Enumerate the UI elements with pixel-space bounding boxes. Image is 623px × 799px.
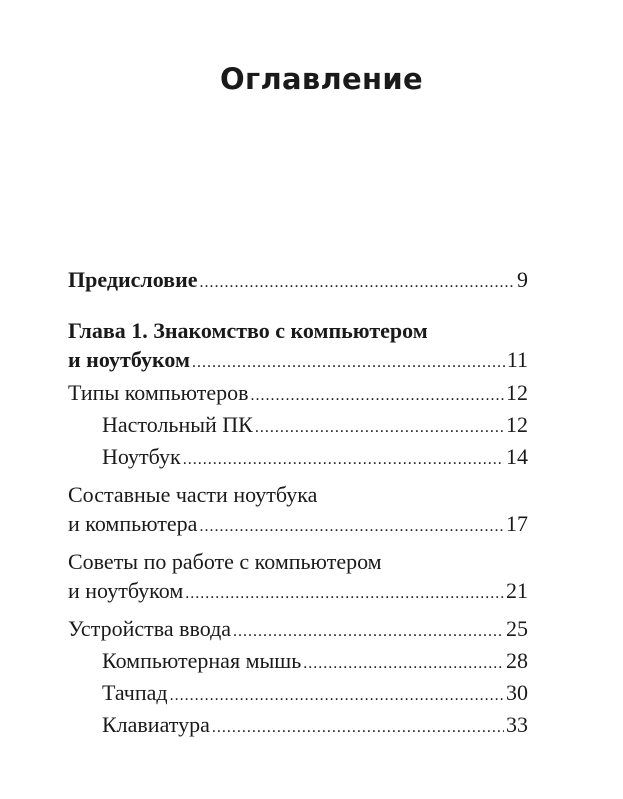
toc-entry-title: Ноутбук bbox=[102, 444, 181, 469]
page-title: Оглавление bbox=[220, 62, 423, 96]
toc-entry-computer-types[interactable] bbox=[68, 378, 528, 410]
toc-entry-laptop[interactable] bbox=[68, 442, 528, 474]
toc-entry-input-devices[interactable] bbox=[68, 614, 528, 646]
toc-entry-title: Компьютерная мышь bbox=[102, 648, 302, 673]
toc-entry-title-continued: и ноутбуком bbox=[68, 347, 190, 372]
dot-leader bbox=[183, 445, 504, 474]
toc-page-number: 25 bbox=[506, 616, 528, 641]
toc-page-number: 9 bbox=[517, 267, 528, 292]
toc-entry-title: Тачпад bbox=[102, 680, 168, 705]
dot-leader bbox=[233, 617, 504, 646]
toc-page-number: 12 bbox=[506, 380, 528, 405]
toc-entry-keyboard[interactable] bbox=[68, 710, 528, 742]
toc-entry-tips[interactable] bbox=[68, 547, 528, 608]
toc-entry-title: Типы компьютеров bbox=[68, 380, 249, 405]
dot-leader bbox=[199, 512, 504, 541]
dot-leader bbox=[251, 381, 504, 410]
toc-entry-mouse[interactable] bbox=[68, 646, 528, 678]
toc-entry-chapter-1[interactable] bbox=[68, 316, 528, 377]
toc-page-number: 28 bbox=[506, 648, 528, 673]
toc-entry-title: Клавиатура bbox=[102, 712, 210, 737]
toc-page-number: 33 bbox=[506, 712, 528, 737]
toc-page-number: 14 bbox=[506, 444, 528, 469]
table-of-contents bbox=[68, 265, 528, 742]
toc-entry-title: Глава 1. Знакомство с компьютером bbox=[68, 318, 428, 343]
toc-entry-title-continued: и ноутбуком bbox=[68, 578, 184, 603]
toc-entry-title: Предисловие bbox=[68, 267, 198, 292]
dot-leader bbox=[212, 713, 504, 742]
dot-leader bbox=[185, 579, 504, 608]
dot-leader bbox=[192, 348, 505, 377]
dot-leader bbox=[200, 268, 515, 297]
toc-entry-components[interactable] bbox=[68, 480, 528, 541]
toc-entry-title: Советы по работе с компьютером bbox=[68, 549, 382, 574]
toc-entry-touchpad[interactable] bbox=[68, 678, 528, 710]
toc-page-number: 30 bbox=[506, 680, 528, 705]
toc-entry-desktop-pc[interactable] bbox=[68, 410, 528, 442]
dot-leader bbox=[303, 649, 504, 678]
toc-entry-title-continued: и компьютера bbox=[68, 511, 198, 536]
toc-page-number: 21 bbox=[506, 578, 528, 603]
toc-page-number: 12 bbox=[506, 412, 528, 437]
dot-leader bbox=[170, 681, 504, 710]
dot-leader bbox=[255, 413, 504, 442]
toc-entry-preface[interactable] bbox=[68, 265, 528, 297]
toc-entry-title: Устройства ввода bbox=[68, 616, 232, 641]
toc-entry-title: Составные части ноутбука bbox=[68, 482, 318, 507]
toc-entry-title: Настольный ПК bbox=[102, 412, 253, 437]
toc-page-number: 17 bbox=[506, 511, 528, 536]
toc-page-number: 11 bbox=[506, 347, 528, 372]
